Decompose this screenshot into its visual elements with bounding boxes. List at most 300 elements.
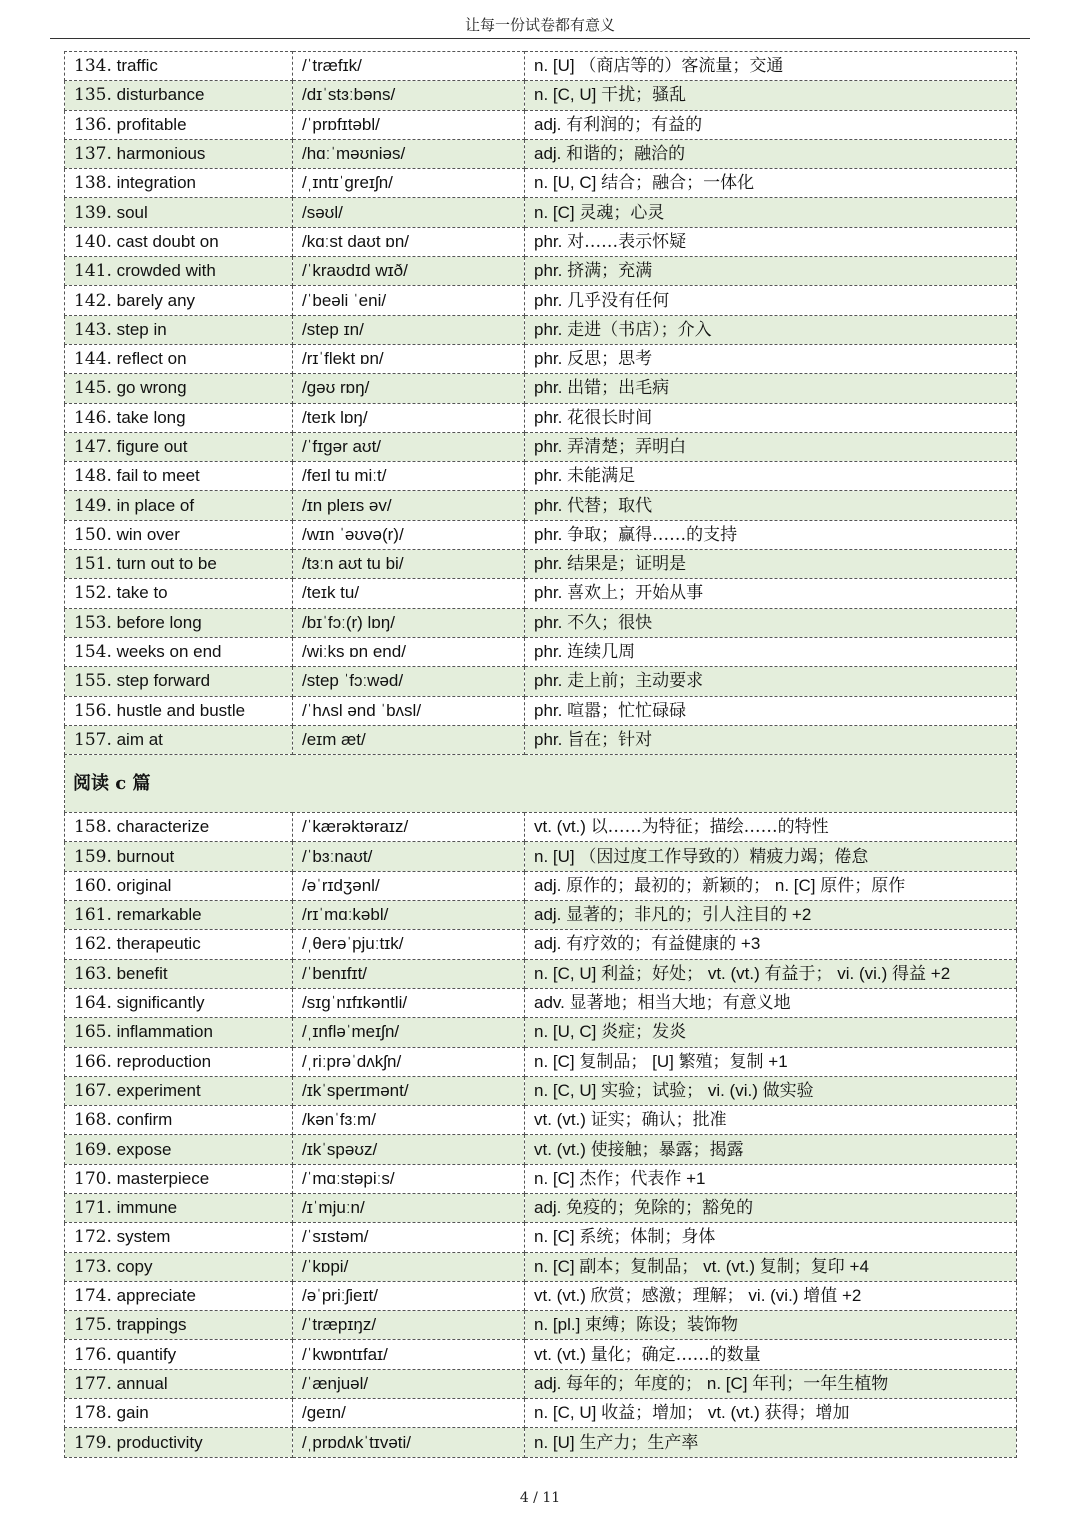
word-cell <box>65 52 293 81</box>
meaning-cell <box>525 403 1017 432</box>
meaning-cell <box>525 1252 1017 1281</box>
header-title: 让每一份试卷都有意义 <box>464 16 615 34</box>
entry-word: reflect on <box>116 349 187 369</box>
definition: 显著地；相当大地；有意义地 <box>569 993 791 1014</box>
definition: 未能满足 <box>567 466 636 487</box>
entry-word: aim at <box>116 729 163 749</box>
pos-label: vt. (vt.) <box>534 1110 586 1130</box>
entry-number: 149. <box>74 495 112 516</box>
definition: 干扰；骚乱 <box>601 85 687 106</box>
phonetic: /hɑːˈməʊniəs/ <box>302 144 406 164</box>
word-cell <box>65 344 293 373</box>
phonetic: /dɪˈstɜːbəns/ <box>302 85 396 105</box>
entry-number: 175. <box>74 1315 112 1336</box>
entry-word: appreciate <box>116 1286 196 1306</box>
phonetic: /bɪˈfɔː(r) lɒŋ/ <box>302 612 395 632</box>
entry-word: step forward <box>116 671 211 691</box>
word-cell <box>65 1135 293 1164</box>
entry-number: 163. <box>74 963 112 984</box>
table-row <box>65 1047 1017 1076</box>
definition: 走进（书店）；介入 <box>567 319 712 340</box>
pos-label: phr. <box>534 349 563 369</box>
phonetic: /ˈsɪstəm/ <box>302 1227 369 1247</box>
entry-number: 144. <box>74 349 112 370</box>
table-row <box>65 871 1017 900</box>
table-row <box>65 1428 1017 1457</box>
table-row <box>65 110 1017 139</box>
word-cell <box>65 1311 293 1340</box>
entry-number: 169. <box>74 1139 112 1160</box>
word-cell <box>65 286 293 315</box>
phonetic: /tɜːn aʊt tu bi/ <box>302 554 404 574</box>
pos-label: n. [C] <box>534 202 575 222</box>
entry-number: 151. <box>74 554 112 575</box>
phonetic: /ˈtræfɪk/ <box>302 56 362 76</box>
extra-label: n. [C] <box>774 875 816 895</box>
word-cell <box>65 1193 293 1222</box>
entry-number: 147. <box>74 437 112 457</box>
definition-2: 繁殖；复制 <box>678 1051 764 1072</box>
meaning-cell <box>525 344 1017 373</box>
table-row <box>65 813 1017 842</box>
definition: 花很长时间 <box>567 407 653 428</box>
table-row <box>65 198 1017 227</box>
table-row <box>65 1340 1017 1369</box>
definition: 旨在；针对 <box>567 729 653 750</box>
phonetic: /ˈfɪɡər aʊt/ <box>302 437 382 456</box>
phonetic-cell <box>293 608 525 637</box>
pos-label: phr. <box>534 378 563 398</box>
word-cell <box>65 491 293 520</box>
entry-word: productivity <box>116 1432 203 1452</box>
table-row <box>65 520 1017 549</box>
entry-word: crowded with <box>116 261 216 281</box>
table-row <box>65 637 1017 666</box>
phonetic: /ɪkˈspəʊz/ <box>302 1139 378 1159</box>
entry-word: trappings <box>116 1315 187 1335</box>
entry-number: 172. <box>74 1227 112 1248</box>
word-cell <box>65 959 293 988</box>
table-row <box>65 344 1017 373</box>
meaning-cell <box>525 1047 1017 1076</box>
pos-label: phr. <box>534 583 563 603</box>
extra-label: +3 <box>740 934 761 954</box>
meaning-cell <box>525 608 1017 637</box>
meaning-cell <box>525 286 1017 315</box>
extra-label: +2 <box>791 905 812 925</box>
entry-number: 134. <box>74 56 112 77</box>
word-cell <box>65 608 293 637</box>
entry-number: 176. <box>74 1344 112 1365</box>
definition: 量化；确定……的数量 <box>590 1344 761 1365</box>
extra-label: vt. (vt.) <box>707 1403 760 1423</box>
definition: 喧嚣；忙忙碌碌 <box>567 700 687 721</box>
pos-label: n. [C] <box>534 1051 575 1071</box>
phonetic: /kənˈfɜːm/ <box>302 1110 376 1130</box>
meaning-cell <box>525 579 1017 608</box>
word-cell <box>65 550 293 579</box>
entry-word: before long <box>116 612 202 632</box>
meaning-cell <box>525 1223 1017 1252</box>
entry-number: 162. <box>74 934 112 955</box>
definition: 几乎没有任何 <box>567 290 670 311</box>
entry-word: significantly <box>116 993 205 1013</box>
entry-number: 154. <box>74 642 112 663</box>
word-cell <box>65 930 293 959</box>
phonetic: /ˈænjuəl/ <box>302 1373 369 1393</box>
phonetic-cell <box>293 227 525 256</box>
phonetic: /ˌprɒdʌkˈtɪvəti/ <box>302 1432 412 1452</box>
definition: 原作的；最初的；新颖的； <box>566 875 771 896</box>
table-row <box>65 403 1017 432</box>
word-cell <box>65 871 293 900</box>
meaning-cell <box>525 432 1017 461</box>
entry-word: gain <box>116 1403 149 1423</box>
phonetic-cell <box>293 930 525 959</box>
word-cell <box>65 1164 293 1193</box>
pos-label: n. [U, C] <box>534 1022 597 1042</box>
entry-number: 150. <box>74 524 112 545</box>
entry-word: in place of <box>116 495 195 515</box>
phonetic-cell <box>293 1047 525 1076</box>
table-row <box>65 462 1017 491</box>
phonetic-cell <box>293 959 525 988</box>
extra-label: vi. (vi.) <box>707 1080 758 1100</box>
phonetic: /step ˈfɔːwəd/ <box>302 671 404 691</box>
pos-label: adj. <box>534 1198 562 1218</box>
entry-number: 158. <box>74 817 112 838</box>
entry-number: 174. <box>74 1286 112 1307</box>
entry-word: benefit <box>116 963 168 983</box>
word-cell <box>65 520 293 549</box>
definition: 束缚；陈设；装饰物 <box>585 1315 739 1336</box>
meaning-cell <box>525 842 1017 871</box>
entry-word: masterpiece <box>116 1168 210 1188</box>
table-row <box>65 550 1017 579</box>
pos-label: vt. (vt.) <box>534 1139 586 1159</box>
definition-2: 获得；增加 <box>764 1403 850 1424</box>
phonetic-cell <box>293 1135 525 1164</box>
phonetic: /ˈtræpɪŋz/ <box>302 1315 377 1335</box>
definition: 走上前；主动要求 <box>567 671 704 692</box>
meaning-cell <box>525 257 1017 286</box>
meaning-cell <box>525 491 1017 520</box>
pos-label: n. [C, U] <box>534 85 597 105</box>
meaning-cell <box>525 1018 1017 1047</box>
meaning-cell <box>525 901 1017 930</box>
entry-number: 140. <box>74 231 112 252</box>
table-row <box>65 667 1017 696</box>
phonetic: /ɪn pleɪs əv/ <box>302 495 392 515</box>
pos-label: phr. <box>534 612 563 632</box>
entry-word: inflammation <box>116 1022 213 1042</box>
definition-2: 有益于； <box>764 963 833 984</box>
pos-label: n. [C] <box>534 1168 575 1188</box>
meaning-cell <box>525 520 1017 549</box>
phonetic-cell <box>293 842 525 871</box>
meaning-cell <box>525 1164 1017 1193</box>
phonetic: /əˈrɪdʒənl/ <box>302 875 380 895</box>
entry-number: 138. <box>74 173 112 194</box>
phonetic: /ˈprɒfɪtəbl/ <box>302 114 380 134</box>
phonetic: /rɪˈmɑːkəbl/ <box>302 905 389 925</box>
table-row <box>65 286 1017 315</box>
definition: 有疗效的；有益健康的 <box>566 934 737 955</box>
word-cell <box>65 198 293 227</box>
entry-number: 148. <box>74 466 112 487</box>
word-cell <box>65 81 293 110</box>
phonetic: /wɪn ˈəʊvə(r)/ <box>302 524 404 544</box>
phonetic-cell <box>293 637 525 666</box>
table-row <box>65 227 1017 256</box>
pos-label: adj. <box>534 1373 562 1393</box>
pos-label: phr. <box>534 524 563 544</box>
entry-word: harmonious <box>116 144 206 164</box>
word-cell <box>65 1428 293 1457</box>
definition: 证实；确认；批准 <box>590 1110 727 1131</box>
word-cell <box>65 110 293 139</box>
phonetic: /ˌriːprəˈdʌkʃn/ <box>302 1051 402 1071</box>
meaning-cell <box>525 81 1017 110</box>
extra-label-2: +2 <box>841 1286 862 1306</box>
pos-label: phr. <box>534 407 563 427</box>
definition: 争取；赢得……的支持 <box>567 524 738 545</box>
definition: 收益；增加； <box>601 1403 704 1424</box>
definition: 生产力；生产率 <box>579 1432 699 1453</box>
phonetic-cell <box>293 725 525 754</box>
meaning-cell <box>525 959 1017 988</box>
table-row <box>65 1399 1017 1428</box>
phonetic-cell <box>293 1311 525 1340</box>
pos-label: n. [C, U] <box>534 1403 597 1423</box>
table-row <box>65 315 1017 344</box>
table-row <box>65 1106 1017 1135</box>
pos-label: adv. <box>534 993 565 1013</box>
meaning-cell <box>525 227 1017 256</box>
definition: 出错；出毛病 <box>567 378 670 399</box>
definition: 炎症；发炎 <box>601 1022 687 1043</box>
phonetic: /ˈbɜːnaʊt/ <box>302 846 373 866</box>
word-cell <box>65 169 293 198</box>
phonetic: /ɪkˈsperɪmənt/ <box>302 1080 409 1100</box>
word-cell <box>65 227 293 256</box>
entry-number: 177. <box>74 1373 112 1394</box>
meaning-cell <box>525 1399 1017 1428</box>
meaning-cell <box>525 667 1017 696</box>
phonetic-cell <box>293 1193 525 1222</box>
pos-label: phr. <box>534 319 563 339</box>
phonetic: /ˈmɑːstəpiːs/ <box>302 1168 395 1188</box>
phonetic-cell <box>293 344 525 373</box>
definition: 以……为特征；描绘……的特性 <box>590 817 829 838</box>
phonetic-cell <box>293 520 525 549</box>
phonetic-cell <box>293 198 525 227</box>
phonetic: /feɪl tu miːt/ <box>302 466 387 486</box>
phonetic-cell <box>293 1164 525 1193</box>
pos-label: adj. <box>534 905 562 925</box>
meaning-cell <box>525 725 1017 754</box>
definition-2: 复制；复印 <box>759 1256 845 1277</box>
meaning-cell <box>525 110 1017 139</box>
entry-word: turn out to be <box>116 554 217 574</box>
meaning-cell <box>525 198 1017 227</box>
definition: 利益；好处； <box>601 963 704 984</box>
meaning-cell <box>525 1076 1017 1105</box>
entry-number: 136. <box>74 114 112 135</box>
extra-label: vt. (vt.) <box>707 963 760 983</box>
definition: 有利润的；有益的 <box>566 114 703 135</box>
phonetic: /ˈkraʊdɪd wɪð/ <box>302 261 408 281</box>
pos-label: n. [C] <box>534 1227 575 1247</box>
phonetic-cell <box>293 1076 525 1105</box>
definition-2: 增值 <box>803 1286 838 1307</box>
entry-word: disturbance <box>116 85 205 105</box>
phonetic-cell <box>293 901 525 930</box>
definition-2: 原件；原作 <box>820 875 906 896</box>
entry-word: integration <box>116 173 196 193</box>
phonetic-cell <box>293 286 525 315</box>
table-row <box>65 959 1017 988</box>
phonetic-cell <box>293 696 525 725</box>
pos-label: n. [pl.] <box>534 1315 581 1335</box>
entry-word: traffic <box>116 56 158 76</box>
entry-word: barely any <box>116 290 196 310</box>
phonetic: /ɡeɪn/ <box>302 1403 346 1423</box>
phonetic: /kɑːst daʊt ɒn/ <box>302 231 409 251</box>
phonetic: /ɪˈmjuːn/ <box>302 1198 365 1218</box>
pos-label: vt. (vt.) <box>534 1344 586 1364</box>
meaning-cell <box>525 374 1017 403</box>
meaning-cell <box>525 871 1017 900</box>
entry-number: 157. <box>74 729 112 750</box>
entry-word: confirm <box>116 1110 173 1130</box>
pos-label: phr. <box>534 466 563 486</box>
phonetic: /ˌθerəˈpjuːtɪk/ <box>302 934 404 954</box>
entry-word: hustle and bustle <box>116 700 246 720</box>
definition: 显著的；非凡的；引人注目的 <box>566 905 788 926</box>
table-row <box>65 696 1017 725</box>
extra-label-2: +1 <box>768 1051 788 1071</box>
definition: 对……表示怀疑 <box>567 231 687 252</box>
definition: 副本；复制品； <box>579 1256 699 1277</box>
phonetic-cell <box>293 403 525 432</box>
pos-label: phr. <box>534 642 563 662</box>
phonetic-cell <box>293 550 525 579</box>
extra-label-3: +2 <box>930 963 951 983</box>
entry-word: step in <box>116 319 167 339</box>
definition-2: 做实验 <box>762 1080 814 1101</box>
phonetic: /eɪm æt/ <box>302 729 366 749</box>
meaning-cell <box>525 988 1017 1017</box>
entry-number: 139. <box>74 202 112 223</box>
entry-number: 155. <box>74 671 112 692</box>
meaning-cell <box>525 1193 1017 1222</box>
table-row <box>65 1369 1017 1398</box>
word-cell <box>65 1106 293 1135</box>
table-row <box>65 491 1017 520</box>
pos-label: adj. <box>534 934 562 954</box>
phonetic-cell <box>293 1428 525 1457</box>
phonetic: /ˌɪnfləˈmeɪʃn/ <box>302 1022 400 1042</box>
pos-label: vt. (vt.) <box>534 1286 586 1306</box>
word-cell <box>65 462 293 491</box>
phonetic: /əˈpriːʃieɪt/ <box>302 1286 378 1306</box>
entry-word: system <box>116 1227 171 1247</box>
phonetic-cell <box>293 1399 525 1428</box>
entry-number: 159. <box>74 846 112 867</box>
table-row <box>65 1252 1017 1281</box>
entry-number: 146. <box>74 407 112 428</box>
table-row <box>65 1193 1017 1222</box>
table-row <box>65 81 1017 110</box>
entry-number: 164. <box>74 993 112 1014</box>
word-cell <box>65 901 293 930</box>
phonetic: /rɪˈflekt ɒn/ <box>302 349 384 369</box>
meaning-cell <box>525 813 1017 842</box>
phonetic-cell <box>293 988 525 1017</box>
phonetic-cell <box>293 813 525 842</box>
table-row <box>65 901 1017 930</box>
phonetic-cell <box>293 667 525 696</box>
table-row <box>65 1018 1017 1047</box>
word-cell <box>65 403 293 432</box>
entry-word: characterize <box>116 817 210 837</box>
word-cell <box>65 1047 293 1076</box>
entry-word: cast doubt on <box>116 231 219 251</box>
table-row <box>65 1223 1017 1252</box>
word-cell <box>65 1369 293 1398</box>
phonetic-cell <box>293 1106 525 1135</box>
table-row <box>65 1281 1017 1310</box>
entry-word: immune <box>116 1198 178 1218</box>
definition: 免疫的；免除的；豁免的 <box>566 1198 754 1219</box>
word-cell <box>65 374 293 403</box>
entry-number: 156. <box>74 700 112 721</box>
section-title: 阅读 c 篇 <box>65 755 1017 813</box>
word-cell <box>65 315 293 344</box>
phonetic: /ɡəʊ rɒŋ/ <box>302 378 370 398</box>
phonetic: /ˈkærəktəraɪz/ <box>302 817 409 837</box>
phonetic: /ˈhʌsl ənd ˈbʌsl/ <box>302 700 422 720</box>
word-cell <box>65 139 293 168</box>
meaning-cell <box>525 930 1017 959</box>
phonetic-cell <box>293 1281 525 1310</box>
word-cell <box>65 813 293 842</box>
entry-number: 178. <box>74 1403 112 1424</box>
phonetic-cell <box>293 432 525 461</box>
phonetic-cell <box>293 1252 525 1281</box>
definition: 杰作；代表作 <box>579 1168 682 1189</box>
definition: 弄清楚；弄明白 <box>567 437 687 457</box>
entry-number: 143. <box>74 319 112 340</box>
phonetic-cell <box>293 1369 525 1398</box>
definition: 灵魂；心灵 <box>579 202 665 223</box>
entry-word: win over <box>116 524 180 544</box>
table-row <box>65 257 1017 286</box>
entry-word: reproduction <box>116 1051 212 1071</box>
meaning-cell <box>525 1281 1017 1310</box>
table-row <box>65 725 1017 754</box>
pos-label: adj. <box>534 144 562 164</box>
word-cell <box>65 842 293 871</box>
word-cell <box>65 257 293 286</box>
pos-label: n. [C, U] <box>534 1080 597 1100</box>
phonetic-cell <box>293 81 525 110</box>
table-row <box>65 842 1017 871</box>
phonetic: /ˈkwɒntɪfaɪ/ <box>302 1344 388 1364</box>
phonetic-cell <box>293 139 525 168</box>
meaning-cell <box>525 1135 1017 1164</box>
